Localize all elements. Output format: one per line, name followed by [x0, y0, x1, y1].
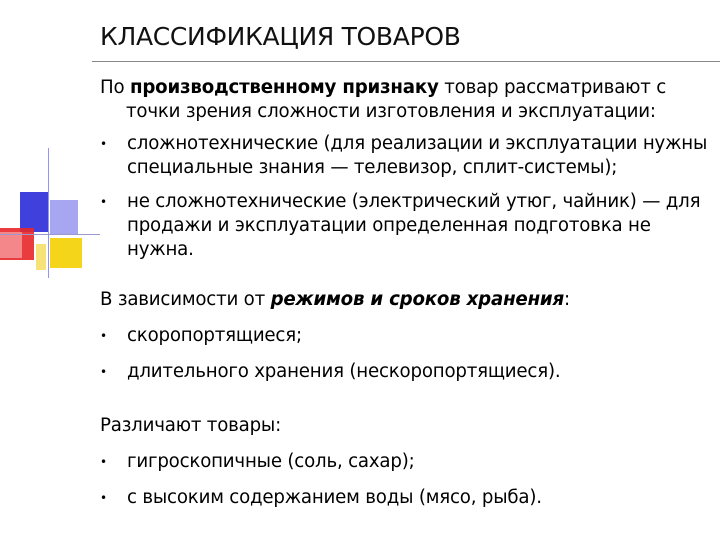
intro-prefix: В зависимости от — [100, 289, 271, 310]
decor-vertical-line — [48, 148, 49, 278]
bullet-icon: • — [100, 491, 107, 505]
intro-suffix: : — [563, 289, 570, 310]
section-storage — [100, 288, 715, 384]
bullet-icon: • — [100, 365, 107, 379]
bullet-icon: • — [100, 195, 107, 209]
decor-pink-fade — [0, 232, 22, 258]
decor-horizontal-line — [0, 234, 100, 235]
intro-suffix: товар рассматривают с точки зрения сложности изготовления и эксплуатации: — [126, 77, 667, 122]
list-item-text: с высоким содержанием воды (мясо, рыба). — [127, 487, 542, 508]
list-item-text: сложнотехнические (для реализации и эксплуатации нужны специальные знания — телевизор, сплит-системы); — [127, 133, 708, 178]
list-item — [100, 360, 715, 384]
list-item — [100, 450, 715, 474]
list-item — [100, 190, 715, 262]
bullet-list — [100, 450, 715, 510]
section-production — [100, 76, 715, 262]
list-item-text: скоропортящиеся; — [127, 325, 302, 346]
title-divider — [92, 61, 720, 62]
bullet-icon: • — [100, 329, 107, 343]
decor-blue-square-right — [50, 200, 78, 234]
section-intro — [100, 76, 715, 124]
bullet-list — [100, 132, 715, 262]
slide-body — [100, 76, 715, 510]
decor-blue-square-left — [20, 192, 48, 232]
bullet-list — [100, 324, 715, 384]
intro-prefix: По — [100, 77, 130, 98]
bullet-icon: • — [100, 137, 107, 151]
list-item-text: не сложнотехнические (электрический утюг, чайник) — для продажи и эксплуатации определенная подготовка не нужна. — [127, 191, 701, 260]
intro-emphasis: режимов и сроков хранения — [270, 289, 564, 310]
list-item-text: гигроскопичные (соль, сахар); — [127, 451, 415, 472]
list-item — [100, 132, 715, 180]
list-item-text: длительного хранения (нескоропортящиеся). — [127, 361, 561, 382]
list-item — [100, 486, 715, 510]
intro-emphasis: производственному признаку — [130, 77, 439, 98]
slide-title: КЛАССИФИКАЦИЯ ТОВАРОВ — [100, 22, 461, 51]
section-intro — [100, 414, 715, 438]
decor-yellow-stripe — [36, 244, 46, 270]
section-types — [100, 414, 715, 510]
bullet-icon: • — [100, 455, 107, 469]
decor-yellow-square — [50, 238, 82, 268]
section-intro — [100, 288, 715, 312]
list-item — [100, 324, 715, 348]
intro-prefix: Различают товары: — [100, 415, 282, 436]
decorative-color-blocks — [0, 0, 100, 280]
